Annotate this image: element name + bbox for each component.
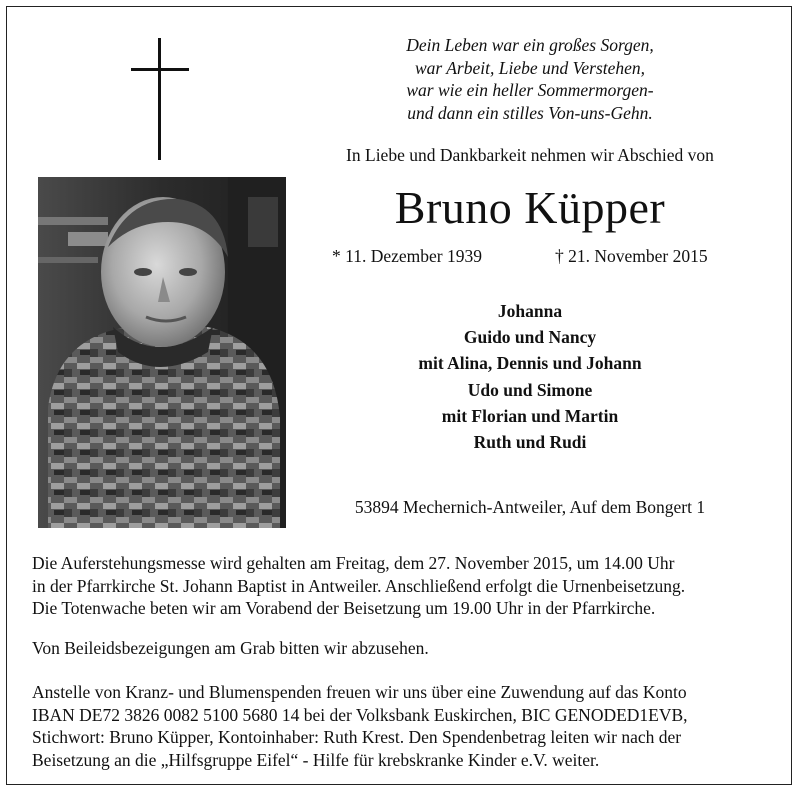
- family-line: Ruth und Rudi: [473, 432, 587, 453]
- service-line: in der Pfarrkirche St. Johann Baptist in Antweiler. Anschließend erfolgt die Urnenbeisetzung.: [32, 575, 686, 596]
- donation-line: Anstelle von Kranz- und Blumenspenden freuen wir uns über eine Zuwendung auf das Konto: [32, 682, 687, 702]
- donation-paragraph: [32, 681, 782, 771]
- family-address: 53894 Mechernich-Antweiler, Auf dem Bongert 1: [354, 497, 706, 517]
- poem-line: war Arbeit, Liebe und Verstehen,: [414, 57, 646, 78]
- condolence-line: Von Beileidsbezeigungen am Grab bitten wir abzusehen.: [32, 638, 429, 658]
- service-paragraph: [32, 552, 782, 620]
- service-line: Die Totenwache beten wir am Vorabend der Beisetzung um 19.00 Uhr in der Pfarrkirche.: [32, 598, 656, 618]
- family-line: Udo und Simone: [467, 379, 593, 400]
- family-line: mit Alina, Dennis und Johann: [418, 353, 642, 374]
- cross-icon: [131, 38, 189, 160]
- poem-line: Dein Leben war ein großes Sorgen,: [406, 35, 654, 55]
- poem-line: und dann ein stilles Von-uns-Gehn.: [407, 102, 653, 123]
- poem-line: war wie ein heller Sommermorgen-: [406, 80, 654, 100]
- service-line: Die Auferstehungsmesse wird gehalten am Freitag, dem 27. November 2015, um 14.00 Uhr: [32, 553, 675, 573]
- condolence-paragraph: [32, 637, 782, 660]
- intro-text: In Liebe und Dankbarkeit nehmen wir Abschied von: [346, 145, 714, 165]
- donation-line: Stichwort: Bruno Küpper, Kontoinhaber: Ruth Krest. Den Spendenbetrag leiten wir nach der: [32, 727, 682, 747]
- deceased-name: Bruno Küpper: [394, 182, 666, 233]
- family-line: Guido und Nancy: [463, 327, 597, 348]
- family-line: Johanna: [497, 301, 563, 321]
- family-list: [320, 298, 740, 455]
- donation-line: IBAN DE72 3826 0082 5100 5680 14 bei der Volksbank Euskirchen, BIC GENODED1EVB,: [32, 704, 688, 725]
- death-date: † 21. November 2015: [555, 246, 708, 266]
- poem: [340, 34, 720, 124]
- family-line: mit Florian und Martin: [441, 405, 619, 426]
- portrait-photo: [38, 177, 286, 528]
- birth-date: * 11. Dezember 1939: [332, 246, 482, 266]
- donation-line: Beisetzung an die „Hilfsgruppe Eifel“ - Hilfe für krebskranke Kinder e.V. weiter.: [32, 749, 600, 770]
